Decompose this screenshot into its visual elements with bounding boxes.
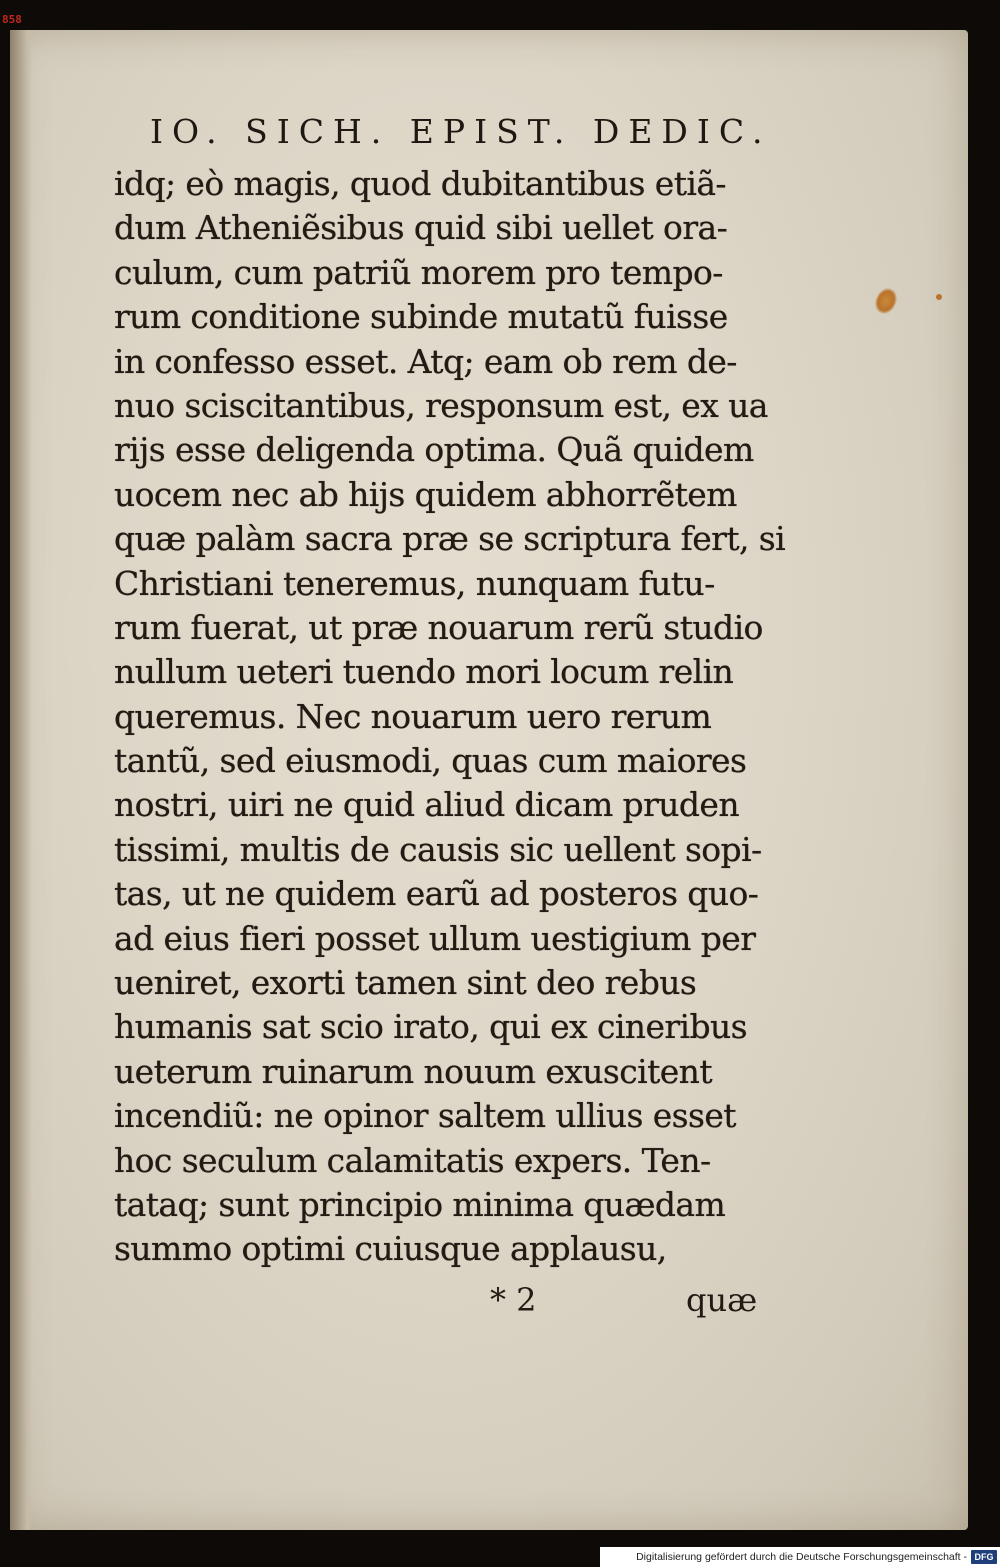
text-line: rijs esse deligenda optima. Quã quidem xyxy=(114,430,754,470)
text-line: tas, ut ne quidem earũ ad posteros quo- xyxy=(114,874,759,914)
dfg-logo: DFG xyxy=(971,1550,997,1564)
text-line: summo optimi cuiusque applausu, xyxy=(114,1229,667,1269)
text-line: uocem nec ab hijs quidem abhorrẽtem xyxy=(114,474,737,514)
text-line: nuo sciscitantibus, responsum est, ex ua xyxy=(114,385,768,425)
text-line: ueterum ruinarum nouum exuscitent xyxy=(114,1051,712,1091)
text-line: in confesso esset. Atq; eam ob rem de- xyxy=(114,341,737,381)
text-line: Christiani teneremus, nunquam futu- xyxy=(114,563,715,603)
text-line: rum conditione subinde mutatũ fuisse xyxy=(114,297,728,337)
text-line: ad eius fieri posset ullum uestigium per xyxy=(114,918,756,958)
text-line: quæ palàm sacra præ se scriptura fert, si xyxy=(114,519,786,559)
corner-mark: 858 xyxy=(2,13,22,26)
text-line: tantũ, sed eiusmodi, quas cum maiores xyxy=(114,741,747,781)
catchword: quæ xyxy=(686,1281,758,1319)
signature-mark: * 2 xyxy=(490,1281,537,1319)
text-line: tissimi, multis de causis sic uellent sopi- xyxy=(114,829,762,869)
text-line: nullum ueteri tuendo mori locum relin xyxy=(114,652,734,692)
running-head: IO. SICH. EPIST. DEDIC. xyxy=(150,112,772,151)
text-line: queremus. Nec nouarum uero rerum xyxy=(114,696,712,736)
page-stain xyxy=(871,285,900,317)
text-block xyxy=(114,162,804,1272)
page-stain-dot xyxy=(936,294,942,300)
text-line: ueniret, exorti tamen sint deo rebus xyxy=(114,963,697,1003)
page-gutter xyxy=(10,30,32,1530)
text-line: hoc seculum calamitatis expers. Ten- xyxy=(114,1140,711,1180)
text-line: nostri, uiri ne quid aliud dicam pruden xyxy=(114,785,739,825)
digitization-footer xyxy=(600,1547,1000,1567)
signature-row xyxy=(490,1278,790,1322)
text-line: dum Atheniẽsibus quid sibi uellet ora- xyxy=(114,208,728,248)
text-line: incendiũ: ne opinor saltem ullius esset xyxy=(114,1096,736,1136)
text-line: humanis sat scio irato, qui ex cineribus xyxy=(114,1007,748,1047)
text-line: tataq; sunt principio minima quædam xyxy=(114,1184,726,1224)
text-line: idq; eò magis, quod dubitantibus etiã- xyxy=(114,164,726,203)
text-line: culum, cum patriũ morem pro tempo- xyxy=(114,252,723,292)
footer-credit-text: Digitalisierung gefördert durch die Deutsche Forschungsgemeinschaft - xyxy=(636,1551,967,1563)
text-line: rum fuerat, ut præ nouarum rerũ studio xyxy=(114,607,763,647)
